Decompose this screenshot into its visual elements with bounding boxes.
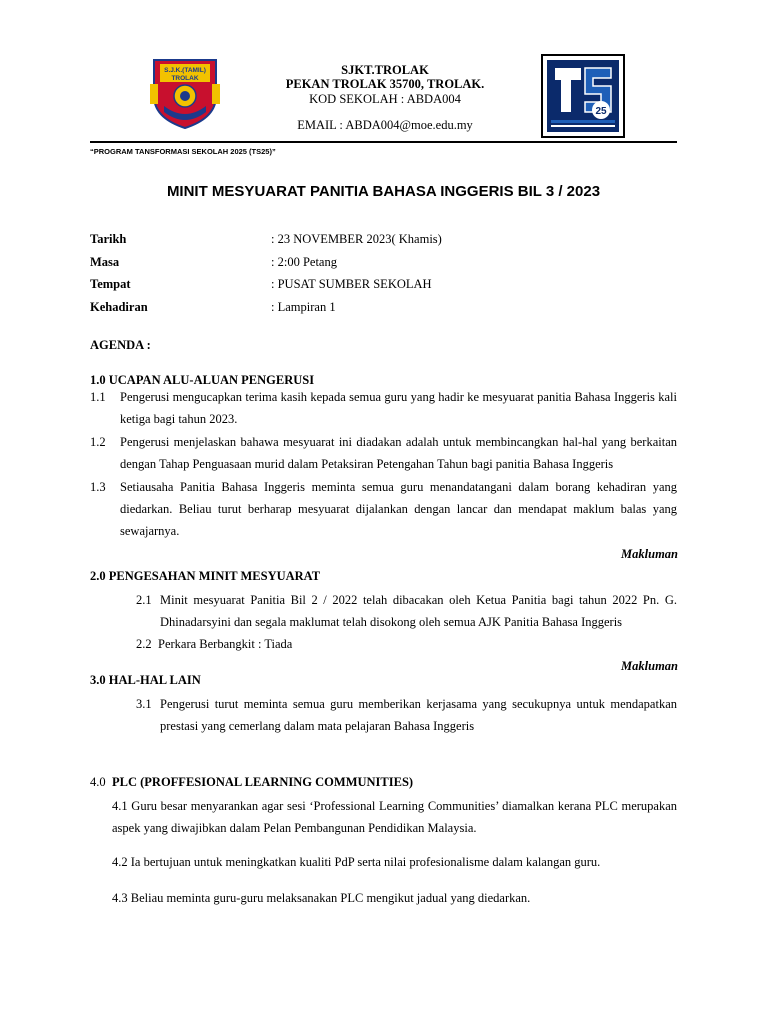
detail-value: : 2:00 Petang [271, 255, 337, 269]
item-number: 1.2 [90, 435, 106, 449]
page-title: MINIT MESYUARAT PANITIA BAHASA INGGERIS BIL 3 / 2023 [166, 183, 601, 200]
item-text: Setiausaha Panitia Bahasa Inggeris meminta semua guru menandatangani dalam borang kehadiran yang diedarkan. Beliau turut berharap mesyuarat dijalankan dengan lancar dan mendapat maklum balas yang sewajarnya. [120, 480, 677, 538]
section-1-heading: 1.0 UCAPAN ALU-ALUAN PENGERUSI [90, 373, 315, 387]
item-text: Pengerusi turut meminta semua guru memberikan kerjasama yang secukupnya untuk mendapatkan prestasi yang cemerlang dalam mata pelajaran Bahasa Inggeris [160, 697, 677, 733]
item-text: Perkara Berbangkit : Tiada [158, 637, 293, 651]
detail-label: Masa [90, 255, 120, 269]
ts25-logo-icon [541, 54, 625, 138]
agenda-heading: AGENDA : [90, 338, 151, 352]
section-2-note: Makluman [621, 659, 678, 673]
plc-item: 4.3 Beliau meminta guru-guru melaksanakan PLC mengikut jadual yang diedarkan. [112, 891, 531, 905]
school-address: PEKAN TROLAK 35700, TROLAK. [285, 77, 485, 91]
item-number: 1.3 [90, 480, 106, 494]
item-text: Pengerusi menjelaskan bahawa mesyuarat ini diadakan adalah untuk membincangkan hal-hal yang berkaitan dengan Tahap Penguasaan murid dalam Petaksiran Petengahan Tahun bagi panitia Bahasa Inggeris [120, 435, 677, 471]
header-divider [90, 141, 677, 143]
item-number: 1.1 [90, 390, 106, 404]
plc-item: 4.1 Guru besar menyarankan agar sesi ‘Professional Learning Communities’ diamalkan kerana PLC merupakan aspek yang diwajibkan dalam Pelan Pembangunan Pendidikan Malaysia. [112, 799, 677, 835]
ts25-badge-text: 25 [595, 106, 607, 117]
detail-label: Tarikh [90, 232, 127, 246]
program-tagline: “PROGRAM TANSFORMASI SEKOLAH 2025 (TS25)” [90, 147, 276, 156]
section-3-heading: 3.0 HAL-HAL LAIN [90, 673, 201, 687]
detail-label: Kehadiran [90, 300, 148, 314]
item-text: Minit mesyuarat Panitia Bil 2 / 2022 telah dibacakan oleh Ketua Panitia bagi tahun 2022 Pn. G. Dhinadarsyini dan segala maklumat telah disokong oleh semua AJK Panitia Bahasa Inggeris [160, 593, 677, 629]
item-number: 3.1 [136, 697, 152, 711]
detail-value: : 23 NOVEMBER 2023( Khamis) [271, 232, 442, 246]
item-number: 2.2 [136, 637, 152, 651]
section-2-heading: 2.0 PENGESAHAN MINIT MESYUARAT [90, 569, 321, 583]
section-1-note: Makluman [621, 547, 678, 561]
detail-value: : Lampiran 1 [271, 300, 336, 314]
school-name: SJKT.TROLAK [341, 63, 429, 77]
crest-mid-text: TROLAK [171, 75, 199, 82]
school-crest-icon [146, 56, 224, 132]
school-crest-logo [146, 56, 224, 132]
item-number: 2.1 [136, 593, 152, 607]
ts25-logo [541, 54, 625, 138]
detail-label: Tempat [90, 277, 131, 291]
section-4-number: 4.0 [90, 775, 106, 789]
item-text: Pengerusi mengucapkan terima kasih kepada semua guru yang hadir ke mesyuarat panitia Bahasa Inggeris kali ketiga bagi tahun 2023. [120, 390, 677, 426]
plc-item: 4.2 Ia bertujuan untuk meningkatkan kualiti PdP serta nilai profesionalisme dalam kalangan guru. [112, 855, 601, 869]
school-code: KOD SEKOLAH : ABDA004 [309, 92, 461, 106]
crest-top-text: S.J.K.(TAMIL) [164, 67, 206, 74]
school-email: EMAIL : ABDA004@moe.edu.my [297, 118, 473, 132]
section-4-heading: PLC (PROFFESIONAL LEARNING COMMUNITIES) [112, 775, 414, 789]
detail-value: : PUSAT SUMBER SEKOLAH [271, 277, 432, 291]
